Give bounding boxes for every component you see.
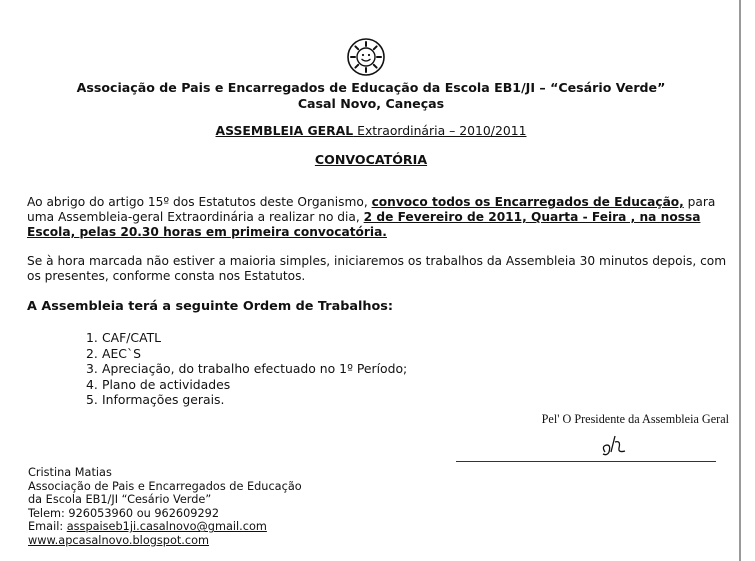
contact-org-line-1: Associação de Pais e Encarregados de Educação xyxy=(28,479,302,493)
convocation-highlight: convoco todos os Encarregados de Educação, xyxy=(371,195,684,209)
header-line-2: Casal Novo, Caneças xyxy=(297,96,445,111)
list-item: 5. Informações gerais. xyxy=(86,392,225,407)
list-item: 2. AEC`S xyxy=(86,345,142,361)
agenda-title: A Assembleia terá a seguinte Ordem de Trabalhos: xyxy=(27,299,394,314)
contact-footer xyxy=(28,466,302,548)
association-header xyxy=(30,80,712,112)
document-subtitle: CONVOCATÓRIA xyxy=(314,152,428,167)
contact-name: Cristina Matias xyxy=(28,466,112,479)
document-title xyxy=(30,123,712,138)
list-item: 3. Apreciação, do trabalho efectuado no 1º Período; xyxy=(86,361,408,376)
list-item: 4. Plano de actividades xyxy=(86,376,231,392)
agenda-list xyxy=(86,330,407,408)
contact-phone: Telem: 926053960 ou 962609292 xyxy=(28,506,220,520)
association-logo-icon xyxy=(346,37,386,77)
title-assembly: ASSEMBLEIA GERAL Extraordinária – 2010/2011 xyxy=(215,123,527,138)
website-link[interactable]: www.apcasalnovo.blogspot.com xyxy=(28,533,210,547)
handwritten-signature xyxy=(597,432,631,460)
signature-label: Pel' O Presidente da Assembleia Geral xyxy=(541,412,729,426)
email-link[interactable]: asspaiseb1ji.casalnovo@gmail.com xyxy=(66,520,267,534)
list-item: 1. CAF/CATL xyxy=(86,330,162,345)
meeting-date: 2 de Fevereiro de 2011, Quarta - Feira , na nossa Escola, pelas 20.30 horas em primeira convocatória. xyxy=(27,210,701,239)
quorum-paragraph: Se à hora marcada não estiver a maioria simples, iniciaremos os trabalhos da Assembleia 30 minutos depois, com os presentes, conforme consta nos Estatutos. xyxy=(27,254,727,283)
signature-line xyxy=(456,461,716,462)
convocation-paragraph: Ao abrigo do artigo 15º dos Estatutos deste Organismo, convoco todos os Encarregados de Educação, para uma Assembleia-geral Extraordinária a realizar no dia, 2 de Fevereiro de 2011, Quarta - Feira , na nossa Escola, pelas 20.30 horas em primeira convocatória. xyxy=(27,195,716,239)
contact-org-line-2: da Escola EB1/JI “Cesário Verde” xyxy=(28,493,212,507)
header-line-1: Associação de Pais e Encarregados de Educação da Escola EB1/JI – “Cesário Verde” xyxy=(76,80,666,95)
contact-email-row: Email: asspaiseb1ji.casalnovo@gmail.com xyxy=(28,520,267,534)
